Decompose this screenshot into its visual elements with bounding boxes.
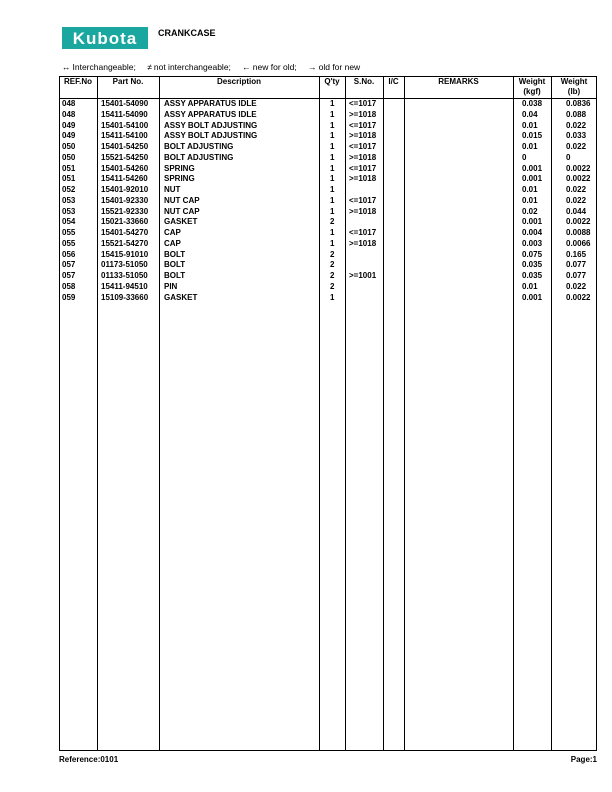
cell-weight-lb: 0.0022 [566,174,591,184]
cell-part-no: 15401-54100 [101,120,149,130]
header-weight-kgf-unit: (kgf) [523,87,541,96]
column-divider [159,76,160,751]
cell-ref: 058 [62,281,76,291]
cell-ref: 051 [62,174,76,184]
cell-weight-lb: 0.077 [566,260,587,270]
cell-weight-lb: 0 [566,152,571,162]
cell-qty: 1 [330,99,335,108]
cell-qty: 1 [330,120,335,130]
cell-qty: 1 [330,206,335,216]
cell-part-no: 15415-91010 [101,249,149,259]
cell-weight-lb: 0.0088 [566,228,591,237]
cell-part-no: 15401-54260 [101,163,149,173]
cell-description: NUT [164,185,181,194]
cell-part-no: 15401-54090 [101,99,149,108]
cell-ref: 059 [62,292,76,302]
cell-ref: 050 [62,142,76,151]
cell-description: SPRING [164,174,195,184]
column-divider [97,76,98,751]
cell-ref: 048 [62,109,76,119]
cell-description: BOLT [164,260,186,270]
cell-part-no: 01133-51050 [101,271,148,280]
cell-part-no: 15401-54250 [101,142,149,151]
cell-qty: 2 [330,271,335,280]
cell-description: BOLT ADJUSTING [164,142,234,151]
cell-description: ASSY APPARATUS IDLE [164,109,257,119]
cell-qty: 2 [330,260,335,270]
cell-weight-lb: 0.044 [566,206,587,216]
cell-description: BOLT [164,271,186,280]
cell-qty: 2 [330,217,335,227]
cell-description: ASSY APPARATUS IDLE [164,99,257,108]
cell-ref: 054 [62,217,76,227]
cell-weight-kgf: 0.075 [522,249,543,259]
header-ic: I/C [388,77,399,86]
cell-sno: <=1017 [349,99,377,108]
kubota-logo [62,27,148,49]
cell-part-no: 15521-54250 [101,152,149,162]
cell-weight-kgf: 0.04 [522,109,538,119]
cell-ref: 048 [62,99,76,108]
cell-part-no: 15411-54260 [101,174,148,184]
cell-sno: >=1018 [349,152,377,162]
cell-part-no: 15411-94510 [101,281,148,291]
cell-description: GASKET [164,292,198,302]
cell-description: GASKET [164,217,198,227]
cell-sno: >=1018 [349,131,377,141]
cell-description: CAP [164,238,181,248]
cell-description: SPRING [164,163,195,173]
cell-ref: 052 [62,185,76,194]
interchange-legend [62,62,360,72]
cell-weight-kgf: 0.038 [522,99,543,108]
arrow-right-icon: → [308,62,317,72]
cell-weight-kgf: 0 [522,152,527,162]
header-remarks: REMARKS [438,77,479,86]
reference-label: Reference:0101 [59,755,119,764]
column-divider [551,76,552,751]
legend-old-for-new: old for new [318,62,361,72]
cell-sno: >=1018 [349,206,377,216]
cell-qty: 1 [330,185,335,194]
cell-part-no: 15401-92010 [101,185,149,194]
cell-weight-kgf: 0.001 [522,163,543,173]
cell-sno: >=1018 [349,238,377,248]
cell-weight-kgf: 0.015 [522,131,543,141]
cell-qty: 1 [330,131,335,141]
header-part-no: Part No. [112,77,144,86]
page-title: CRANKCASE [158,28,216,38]
cell-weight-kgf: 0.01 [522,281,538,291]
cell-qty: 1 [330,238,335,248]
cell-qty: 1 [330,142,335,151]
cell-part-no: 15021-33660 [101,217,149,227]
header-weight-lb-label: Weight [560,77,588,86]
cell-weight-lb: 0.0022 [566,217,591,227]
logo-text: Kubota [72,29,138,48]
cell-sno: <=1017 [349,228,377,237]
cell-description: PIN [164,281,178,291]
cell-sno: >=1001 [349,271,377,280]
legend-not-interchangeable: not interchangeable; [153,62,231,72]
column-divider [345,76,346,751]
cell-weight-kgf: 0.001 [522,217,543,227]
cell-weight-kgf: 0.01 [522,120,538,130]
header-weight-kgf-label: Weight [518,77,546,86]
cell-qty: 1 [330,163,335,173]
cell-weight-kgf: 0.004 [522,228,543,237]
interchangeable-icon: ↔ [62,62,71,72]
cell-part-no: 15521-92330 [101,206,149,216]
cell-weight-kgf: 0.001 [522,174,543,184]
page-number: Page:1 [570,755,597,764]
cell-weight-kgf: 0.001 [522,292,543,302]
column-divider [383,76,384,751]
cell-weight-lb: 0.022 [566,142,587,151]
legend-new-for-old: new for old; [252,62,297,72]
cell-ref: 049 [62,120,76,130]
header-weight-lb [551,77,597,97]
cell-weight-lb: 0.022 [566,281,587,291]
cell-qty: 2 [330,281,335,291]
header-weight-lb-unit: (lb) [567,87,581,96]
cell-ref: 053 [62,206,76,216]
column-divider [513,76,514,751]
cell-part-no: 15401-54270 [101,228,149,237]
cell-description: CAP [164,228,181,237]
cell-description: NUT CAP [164,195,200,205]
cell-sno: <=1017 [349,120,377,130]
cell-ref: 049 [62,131,76,141]
cell-weight-lb: 0.022 [566,120,587,130]
cell-qty: 1 [330,292,335,302]
cell-weight-lb: 0.088 [566,109,587,119]
cell-sno: <=1017 [349,142,377,151]
cell-part-no: 15401-92330 [101,195,149,205]
cell-ref: 051 [62,163,76,173]
legend-interchangeable: Interchangeable; [72,62,136,72]
cell-weight-lb: 0.022 [566,195,587,205]
header-weight-kgf [513,77,551,97]
header-sno: S.No. [353,77,375,86]
cell-part-no: 01173-51050 [101,260,148,270]
cell-weight-lb: 0.0066 [566,238,591,248]
cell-ref: 053 [62,195,76,205]
cell-qty: 1 [330,152,335,162]
cell-description: BOLT [164,249,186,259]
cell-description: NUT CAP [164,206,200,216]
cell-weight-kgf: 0.003 [522,238,543,248]
cell-weight-lb: 0.022 [566,185,587,194]
cell-description: ASSY BOLT ADJUSTING [164,120,258,130]
cell-sno: >=1018 [349,174,377,184]
header-ref: REF.No [64,77,92,86]
cell-ref: 055 [62,238,76,248]
cell-ref: 057 [62,271,76,280]
arrow-left-icon: ← [242,62,251,72]
cell-ref: 055 [62,228,76,237]
cell-sno: >=1018 [349,109,377,119]
cell-weight-lb: 0.077 [566,271,587,280]
cell-weight-kgf: 0.035 [522,271,543,280]
cell-qty: 1 [330,174,335,184]
cell-qty: 1 [330,109,335,119]
not-interchangeable-icon: ≠ [147,62,152,72]
cell-description: BOLT ADJUSTING [164,152,234,162]
cell-part-no: 15109-33660 [101,292,149,302]
column-divider [404,76,405,751]
cell-weight-lb: 0.165 [566,249,587,259]
cell-ref: 050 [62,152,76,162]
cell-weight-kgf: 0.01 [522,185,538,194]
cell-description: ASSY BOLT ADJUSTING [164,131,258,141]
cell-weight-kgf: 0.01 [522,195,538,205]
cell-weight-kgf: 0.035 [522,260,543,270]
cell-sno: <=1017 [349,195,377,205]
cell-qty: 1 [330,195,335,205]
cell-weight-kgf: 0.02 [522,206,538,216]
cell-qty: 2 [330,249,335,259]
cell-sno: <=1017 [349,163,377,173]
cell-ref: 056 [62,249,76,259]
cell-weight-lb: 0.0022 [566,292,591,302]
header-qty: Q'ty [324,77,340,86]
cell-part-no: 15411-54090 [101,109,148,119]
cell-weight-lb: 0.0836 [566,99,591,108]
header-description: Description [216,77,261,86]
cell-weight-lb: 0.033 [566,131,587,141]
column-divider [319,76,320,751]
cell-ref: 057 [62,260,76,270]
cell-weight-lb: 0.0022 [566,163,591,173]
cell-qty: 1 [330,228,335,237]
cell-part-no: 15521-54270 [101,238,149,248]
cell-weight-kgf: 0.01 [522,142,538,151]
cell-part-no: 15411-54100 [101,131,148,141]
